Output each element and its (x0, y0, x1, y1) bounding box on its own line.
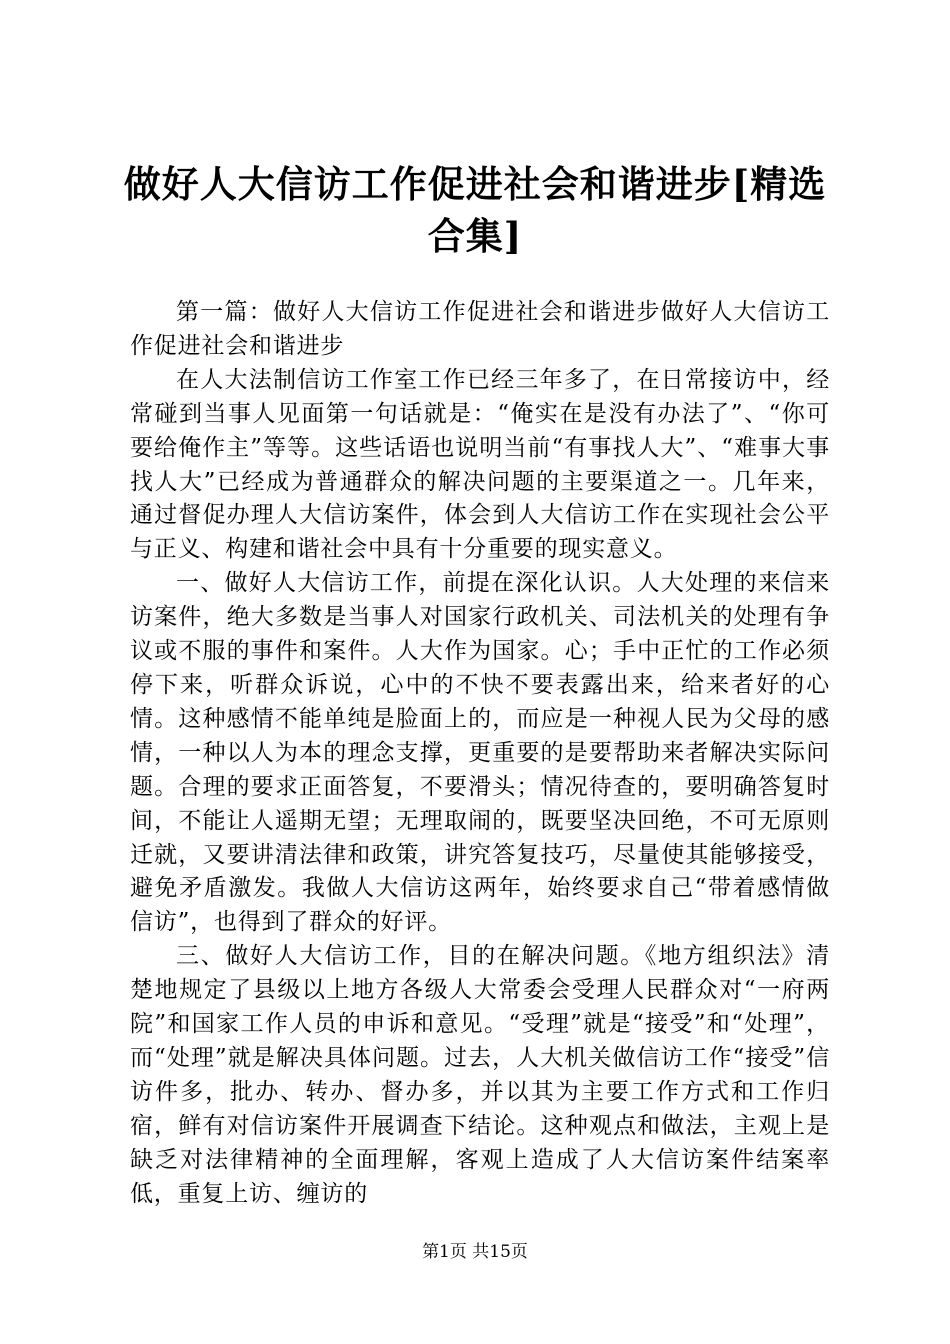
paragraph-2: 在人大法制信访工作室工作已经三年多了，在日常接访中，经常碰到当事人见面第一句话就是：“俺实在是没有办法了”、“你可要给俺作主”等等。这些话语也说明当前“有事找人大”、“难事大事找人大”已经成为普通群众的解决问题的主要渠道之一。几年来，通过督促办理人大信访案件，体会到人大信访工作在实现社会公平与正义、构建和谐社会中具有十分重要的现实意义。 (130, 366, 830, 563)
paragraph-1: 第一篇：做好人大信访工作促进社会和谐进步做好人大信访工作促进社会和谐进步 (130, 299, 830, 359)
page-footer: 第1页 共15页 (422, 1242, 528, 1262)
paragraph-4: 三、做好人大信访工作，目的在解决问题。《地方组织法》清楚地规定了县级以上地方各级人大常委会受理人民群众对“一府两院”和国家工作人员的申诉和意见。“受理”就是“接受”和“处理”，而“处理”就是解决具体问题。过去，人大机关做信访工作“接受”信访件多，批办、转办、督办多，并以其为主要工作方式和工作归宿，鲜有对信访案件开展调查下结论。这种观点和做法，主观上是缺乏对法律精神的全面理解，客观上造成了人大信访案件结案率低，重复上访、缠访的 (130, 943, 830, 1207)
document-body (130, 296, 830, 1211)
document-title: 做好人大信访工作促进社会和谐进步[精选合集] (123, 162, 827, 258)
paragraph-3: 一、做好人大信访工作，前提在深化认识。人大处理的来信来访案件，绝大多数是当事人对国家行政机关、司法机关的处理有争议或不服的事件和案件。人大作为国家。心；手中正忙的工作必须停下来，听群众诉说，心中的不快不要表露出来，给来者好的心情。这种感情不能单纯是脸面上的，而应是一种视人民为父母的感情，一种以人为本的理念支撑，更重要的是要帮助来者解决实际问题。合理的要求正面答复，不要滑头；情况待查的，要明确答复时间，不能让人遥期无望；无理取闹的，既要坚决回绝，不可无原则迁就，又要讲清法律和政策，讲究答复技巧，尽量使其能够接受，避免矛盾激发。我做人大信访这两年，始终要求自己“带着感情做信访”，也得到了群众的好评。 (130, 570, 830, 936)
